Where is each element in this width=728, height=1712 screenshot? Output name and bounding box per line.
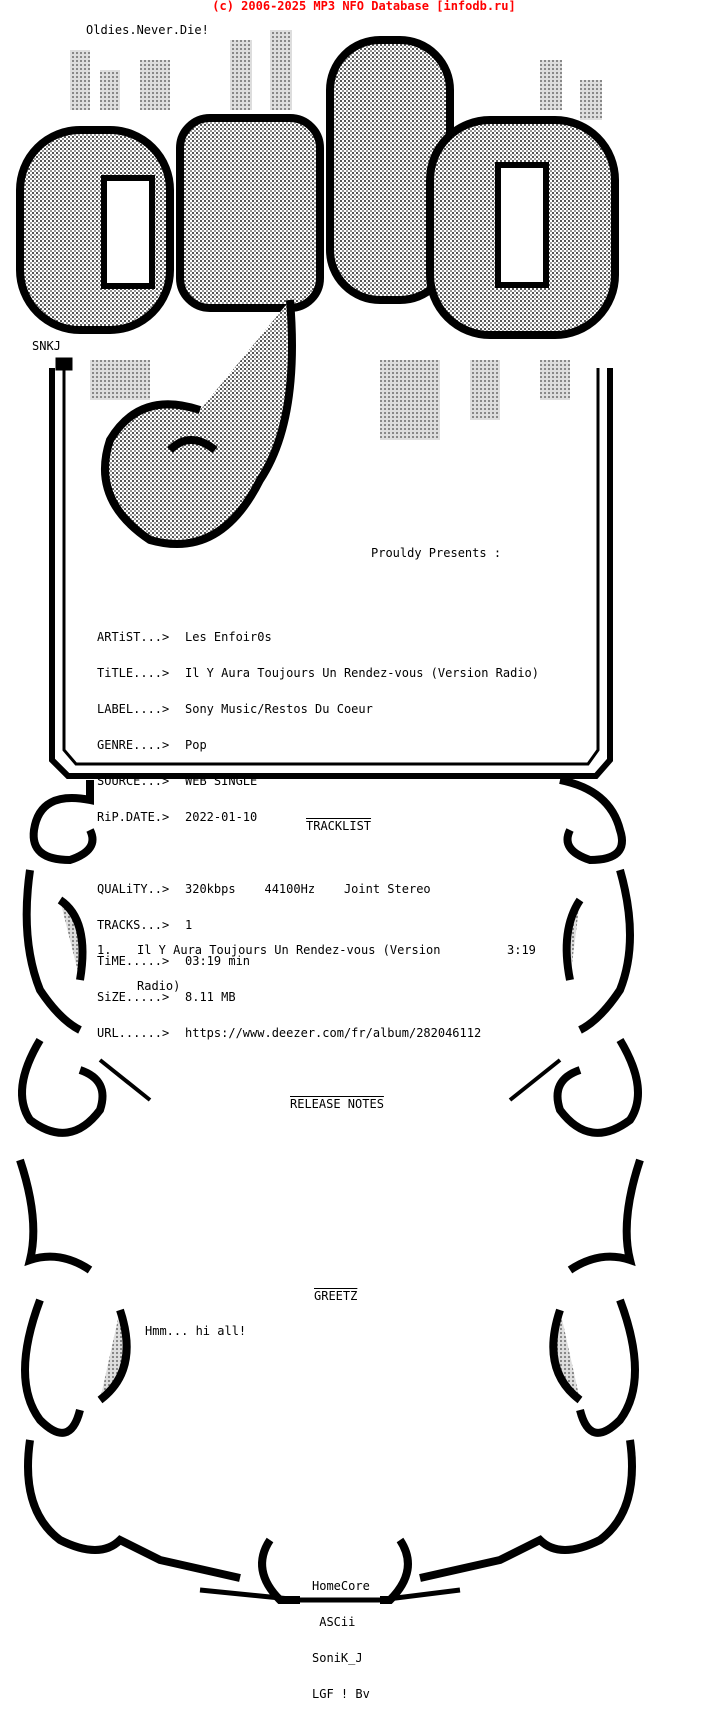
track-number: 1. [97,943,112,957]
info-row-genre: GENRE....> Pop [97,738,207,752]
greetz-text: Hmm... hi all! [145,1324,247,1338]
credit-line: HomeCore [312,1579,370,1593]
size-value: 8.11 MB [185,990,236,1004]
info-row-artist: ARTiST...> Les Enfoir0s [97,630,272,644]
greetz-heading: GREETZ [314,1289,358,1303]
info-row-time: TiME.....> 03:19 min [97,954,251,968]
info-row-quality: QUALiTY..> 320kbps 44100Hz Joint Stereo [97,882,431,896]
ripdate-value: 2022-01-10 [185,810,258,824]
info-row-size: SiZE.....> 8.11 MB [97,990,236,1004]
quality-value: 320kbps 44100Hz Joint Stereo [185,882,431,896]
track-item [97,920,536,1004]
tracks-value: 1 [185,918,193,932]
artist-signature: SNKJ [32,339,61,353]
title-value: Il Y Aura Toujours Un Rendez-vous (Version Radio) [185,666,540,680]
tagline: Oldies.Never.Die! [86,23,209,37]
label-value: Sony Music/Restos Du Coeur [185,702,373,716]
info-row-source: SOURCE...> WEB SINGLE [97,774,258,788]
release-notes-heading: RELEASE NOTES [290,1097,384,1111]
artist-value: Les Enfoir0s [185,630,272,644]
logo-blobs [20,40,615,544]
credit-line: LGF ! Bv [312,1687,370,1701]
info-row-title: TiTLE....> Il Y Aura Toujours Un Rendez-vous (Version Radio) [97,666,540,680]
track-title-line2: Radio) [137,979,181,993]
genre-value: Pop [185,738,207,752]
info-row-tracks: TRACKS...> 1 [97,918,193,932]
source-value: WEB SINGLE [185,774,258,788]
info-row-ripdate: RiP.DATE.> 2022-01-10 [97,810,258,824]
credits [312,1556,370,1712]
time-value: 03:19 min [185,954,251,968]
url-value[interactable]: https://www.deezer.com/fr/album/282046112 [185,1026,482,1040]
track-time: 3:19 [507,943,536,957]
info-row-label: LABEL....> Sony Music/Restos Du Coeur [97,702,373,716]
track-title-line1: Il Y Aura Toujours Un Rendez-vous (Version [137,943,441,957]
credit-line: ASCii [312,1615,356,1629]
database-header: (c) 2006-2025 MP3 NFO Database [infodb.ru] [212,0,516,13]
presents-heading: Prouldy Presents : [371,546,502,560]
info-row-url: URL......> https://www.deezer.com/fr/album/282046112 [97,1026,482,1040]
tracklist-heading: TRACKLIST [306,819,372,833]
credit-line: SoniK_J [312,1651,363,1665]
